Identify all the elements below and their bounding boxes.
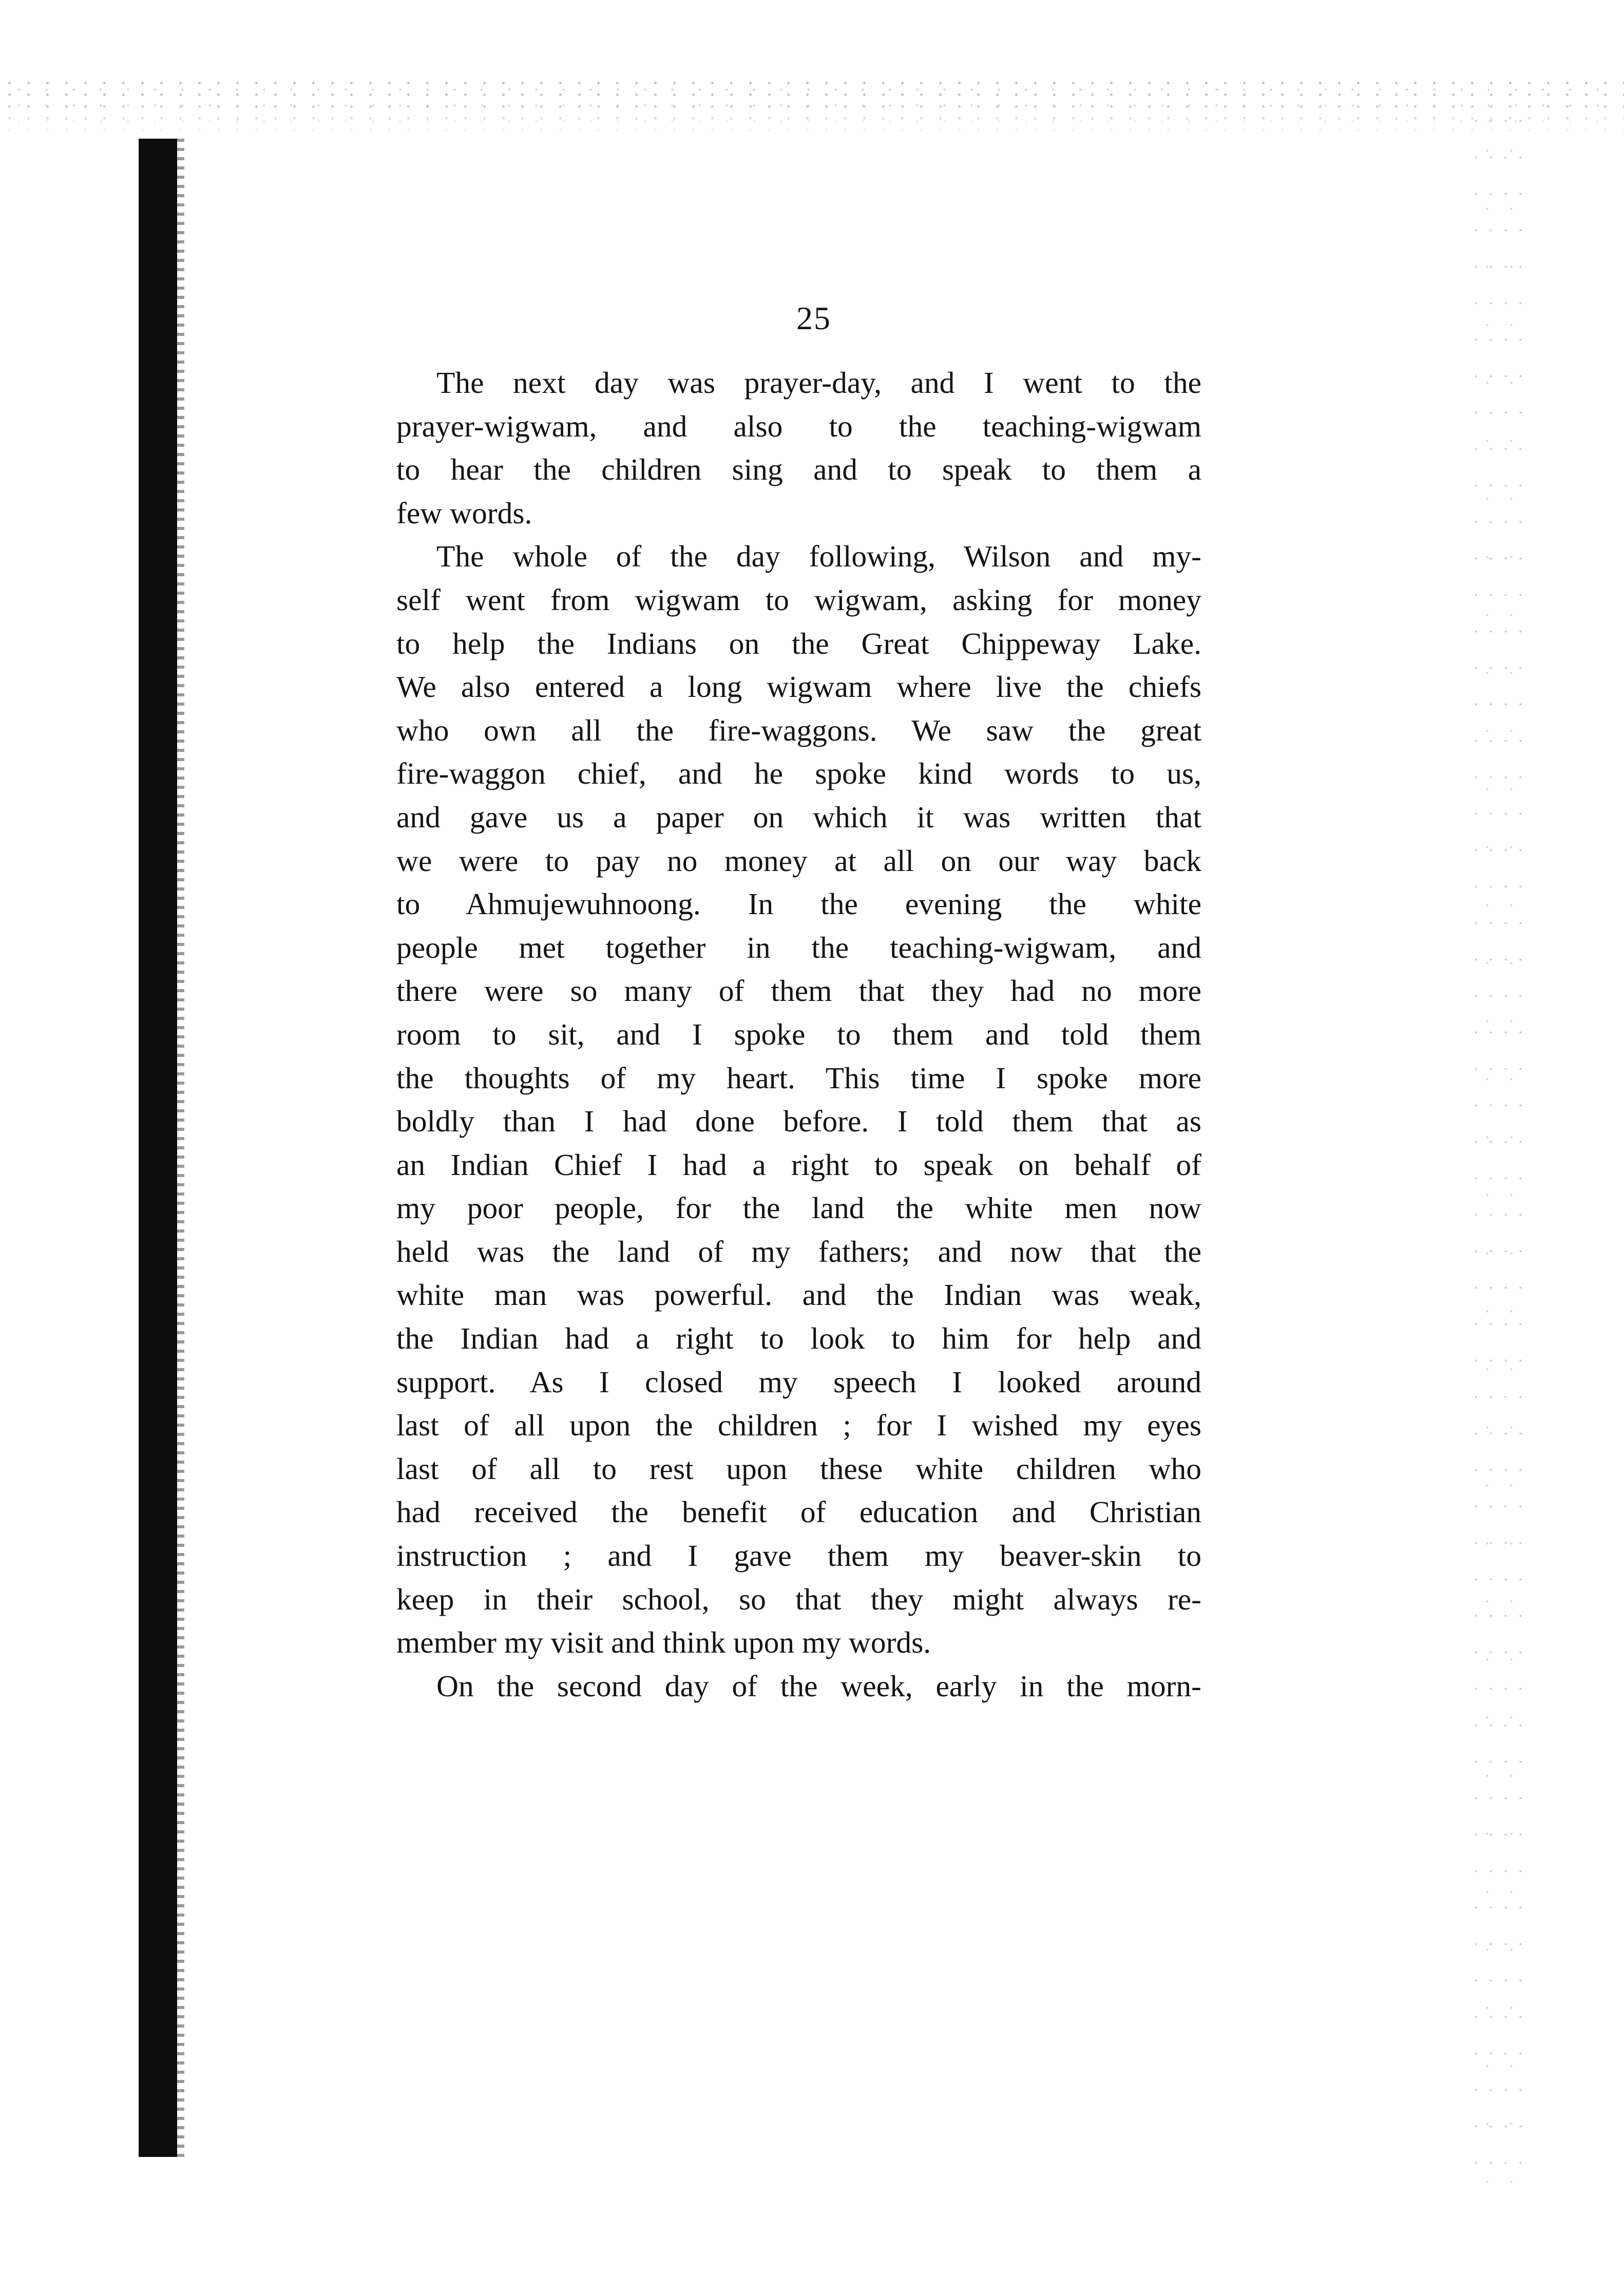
text-line: The next day was prayer-day, and I went to the: [436, 366, 1201, 400]
text-line: the thoughts of my heart. This time I spoke more: [396, 1060, 1201, 1095]
text-line: who own all the fire-waggons. We saw the great: [396, 713, 1201, 747]
text-line: held was the land of my fathers; and now that the: [396, 1234, 1201, 1268]
text-line: had received the benefit of education and Christian: [396, 1495, 1201, 1529]
text-line: keep in their school, so that they might always re-: [396, 1582, 1201, 1616]
text-line: fire-waggon chief, and he spoke kind words to us,: [396, 756, 1201, 791]
text-line: people met together in the teaching-wigwam, and: [396, 930, 1201, 964]
text-line: few words.: [396, 496, 532, 530]
text-line: support. As I closed my speech I looked around: [396, 1365, 1201, 1399]
text-line: my poor people, for the land the white men now: [396, 1191, 1201, 1225]
scan-noise-right: [1468, 103, 1530, 2183]
text-line: We also entered a long wigwam where live the chiefs: [396, 670, 1201, 704]
text-line: there were so many of them that they had no more: [396, 974, 1201, 1008]
text-line: On the second day of the week, early in the morn-: [436, 1669, 1201, 1703]
scan-noise-top: [0, 77, 1624, 139]
text-line: white man was powerful. and the Indian was weak,: [396, 1278, 1201, 1312]
text-line: instruction ; and I gave them my beaver-skin to: [396, 1539, 1201, 1573]
text-line: self went from wigwam to wigwam, asking for money: [396, 582, 1201, 617]
text-line: last of all upon the children ; for I wished my eyes: [396, 1408, 1201, 1443]
binding-shadow-strip: [139, 139, 177, 2157]
text-line: to hear the children sing and to speak to them a: [396, 452, 1201, 487]
text-line: we were to pay no money at all on our way back: [396, 843, 1201, 878]
page-number: 25: [796, 300, 831, 336]
text-line: and gave us a paper on which it was written that: [396, 800, 1201, 834]
text-line: The whole of the day following, Wilson and my-: [436, 539, 1201, 574]
body-text: [396, 361, 1201, 1708]
text-line: room to sit, and I spoke to them and told them: [396, 1017, 1201, 1051]
text-line: the Indian had a right to look to him for help and: [396, 1321, 1201, 1356]
text-line: to Ahmujewuhnoong. In the evening the white: [396, 887, 1201, 921]
text-line: to help the Indians on the Great Chippeway Lake.: [396, 626, 1201, 660]
text-line: an Indian Chief I had a right to speak on behalf of: [396, 1147, 1201, 1182]
text-line: last of all to rest upon these white children who: [396, 1451, 1201, 1486]
text-line: member my visit and think upon my words.: [396, 1625, 931, 1660]
text-line: boldly than I had done before. I told them that as: [396, 1104, 1201, 1139]
text-line: prayer-wigwam, and also to the teaching-wigwam: [396, 409, 1201, 443]
